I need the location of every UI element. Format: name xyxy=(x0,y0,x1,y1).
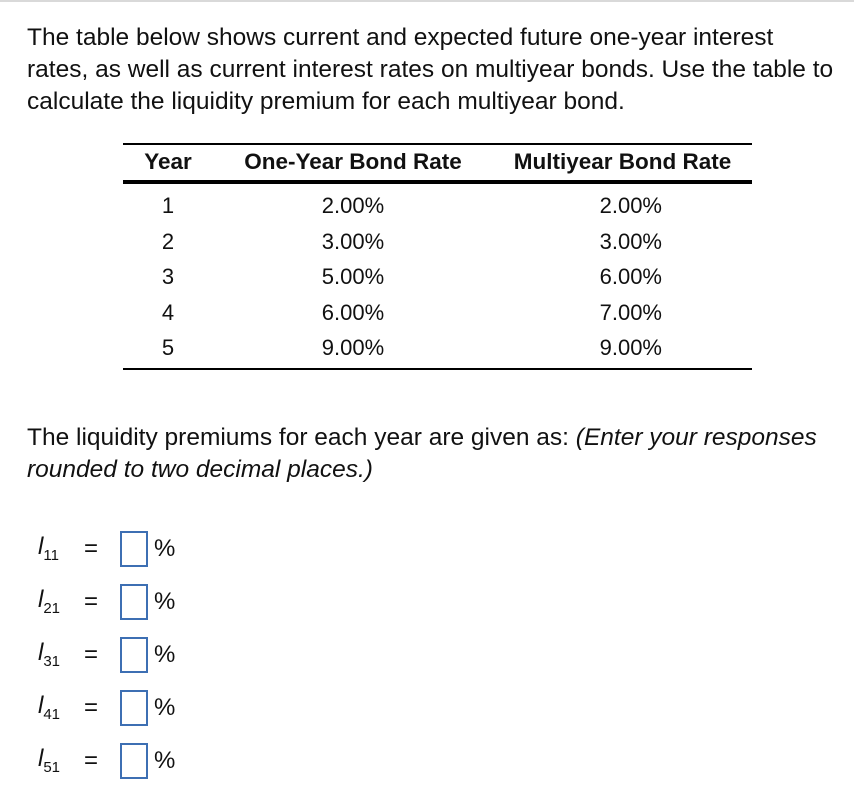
cell-multiyear-rate: 7.00% xyxy=(599,299,662,325)
answer-input-l21[interactable] xyxy=(120,584,148,620)
answer-input-l51[interactable] xyxy=(120,743,148,779)
answer-input-l11[interactable] xyxy=(120,531,148,567)
variable-label xyxy=(38,745,84,776)
percent-unit: % xyxy=(154,693,176,721)
top-divider xyxy=(0,0,854,2)
equals-sign: = xyxy=(84,534,99,562)
answer-input-l41[interactable] xyxy=(120,690,148,726)
cell-multiyear-rate: 2.00% xyxy=(599,193,662,218)
table-row xyxy=(123,330,752,369)
variable-letter: l xyxy=(38,692,44,719)
cell-multiyear-rate: 3.00% xyxy=(599,228,662,254)
cell-multiyear-rate: 9.00% xyxy=(599,335,662,360)
answer-row-l41 xyxy=(38,681,175,734)
prompt-text: The liquidity premiums for each year are given as: xyxy=(27,424,576,451)
equals-sign: = xyxy=(84,587,99,615)
variable-subscript: 41 xyxy=(43,706,61,723)
prompt-instruction: (Enter your responses rounded to two decimal places.) xyxy=(27,424,817,483)
variable-label xyxy=(38,533,84,564)
equals-sign: = xyxy=(84,693,99,721)
variable-letter: l xyxy=(38,639,44,666)
header-one-year-bond-rate: One-Year Bond Rate xyxy=(244,149,462,174)
variable-letter: l xyxy=(38,586,44,613)
cell-year: 4 xyxy=(161,299,175,325)
percent-unit: % xyxy=(154,640,176,668)
answer-input-l31[interactable] xyxy=(120,637,148,673)
cell-year: 2 xyxy=(161,228,175,254)
cell-one-year-rate: 2.00% xyxy=(321,193,385,218)
percent-unit: % xyxy=(154,746,176,774)
cell-one-year-rate: 5.00% xyxy=(321,264,385,289)
answer-row-l11 xyxy=(38,522,175,575)
cell-multiyear-rate: 6.00% xyxy=(599,264,662,289)
table-row xyxy=(123,295,752,331)
answer-row-l31 xyxy=(38,628,175,681)
variable-subscript: 51 xyxy=(43,759,61,776)
rates-table-container xyxy=(123,143,752,370)
header-year: Year xyxy=(144,149,192,174)
cell-one-year-rate: 3.00% xyxy=(321,228,385,254)
table-row xyxy=(123,182,752,224)
header-multiyear-bond-rate: Multiyear Bond Rate xyxy=(513,149,732,174)
variable-label xyxy=(38,639,84,670)
answer-list xyxy=(38,522,175,787)
rates-table xyxy=(123,143,752,370)
table-row xyxy=(123,259,752,295)
cell-year: 1 xyxy=(161,193,175,218)
answer-prompt xyxy=(27,422,837,486)
answer-row-l51 xyxy=(38,734,175,787)
percent-unit: % xyxy=(154,587,176,615)
variable-label xyxy=(38,692,84,723)
variable-label xyxy=(38,586,84,617)
variable-subscript: 31 xyxy=(43,653,61,670)
variable-subscript: 11 xyxy=(43,547,59,564)
question-intro: The table below shows current and expected future one-year interest rates, as well as current interest rates on multiyear bonds. Use the table to calculate the liquidity premium for each multiyear bond. xyxy=(27,24,834,115)
equals-sign: = xyxy=(84,746,99,774)
cell-one-year-rate: 6.00% xyxy=(321,299,385,325)
answer-row-l21 xyxy=(38,575,175,628)
cell-one-year-rate: 9.00% xyxy=(321,335,385,360)
table-row xyxy=(123,224,752,260)
variable-letter: l xyxy=(38,745,44,772)
cell-year: 3 xyxy=(161,264,175,289)
variable-subscript: 21 xyxy=(43,600,61,617)
cell-year: 5 xyxy=(161,335,175,360)
percent-unit: % xyxy=(154,534,176,562)
equals-sign: = xyxy=(84,640,99,668)
table-header-row xyxy=(123,144,752,182)
variable-letter: l xyxy=(38,533,44,560)
